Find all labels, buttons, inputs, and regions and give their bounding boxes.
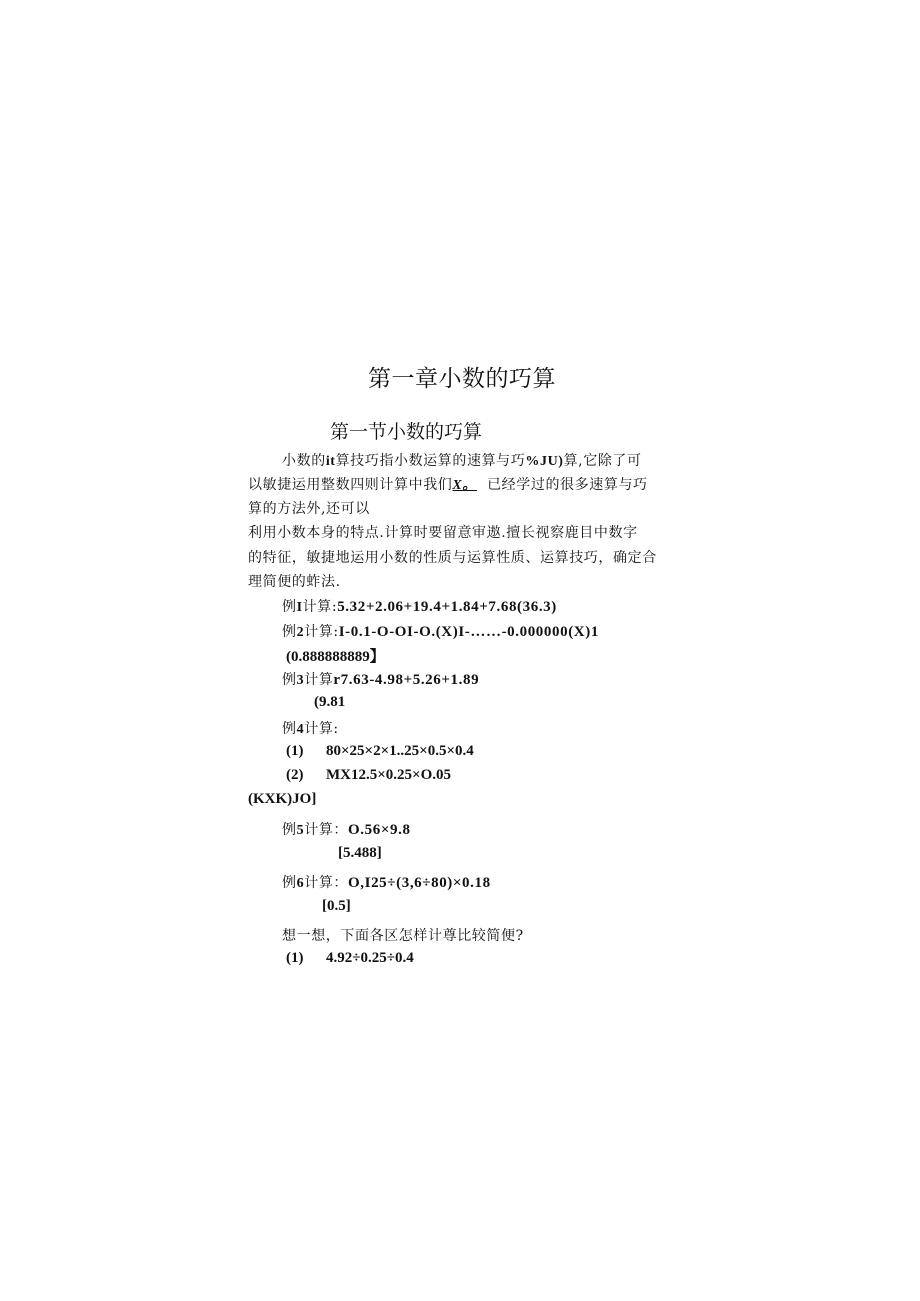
example-2-answer: (0.888888889】 <box>286 649 385 665</box>
intro-line-4: 利用小数本身的特点.计算时要留意审遨.擅长视察鹿目中数字 <box>248 525 638 541</box>
intro-line-2 <box>248 474 648 494</box>
example-label: 例 <box>282 875 297 891</box>
intro-text: 以敏捷运用整数四则计算中我们 <box>248 477 453 493</box>
example-label: 例 <box>282 672 297 688</box>
example-1 <box>282 596 557 616</box>
example-expression: 5.32+2.06+19.4+1.84+7.68(36.3) <box>337 599 557 615</box>
intro-underlined-text: X。 <box>452 478 477 493</box>
think-item-1-number: (1) <box>286 950 304 966</box>
intro-line-3: 算的方法外,还可以 <box>248 501 370 517</box>
example-4-item-1-number: (1) <box>286 743 304 759</box>
example-prompt: 计算: <box>304 721 339 737</box>
example-3-answer: (9.81 <box>314 694 346 710</box>
example-3 <box>282 669 479 689</box>
intro-line-5: 的特征，敏捷地运用小数的性质与运算性质、运算技巧，确定合 <box>248 550 657 566</box>
example-prompt: 计算: <box>302 599 338 615</box>
example-number: 2 <box>296 625 305 640</box>
think-prompt: 想一想，下面各区怎样计尊比较简便? <box>282 928 524 944</box>
example-6 <box>282 872 491 892</box>
section-title: 第一节小数的巧算 <box>330 421 483 443</box>
example-label: 例 <box>282 822 297 838</box>
intro-text: 算技巧指小数运算的速算与巧 <box>335 453 526 469</box>
example-number: 4 <box>296 722 305 737</box>
example-label: 例 <box>282 599 297 615</box>
example-prompt: 计算 <box>304 672 334 688</box>
example-number: 3 <box>296 673 305 688</box>
example-expression: r7.63-4.98+5.26+1.89 <box>333 672 480 688</box>
example-4 <box>282 718 339 738</box>
intro-line-6: 理简便的蚱法. <box>248 574 341 590</box>
intro-text: 算,它除了可 <box>563 453 642 469</box>
example-2 <box>282 621 599 641</box>
example-expression: I-0.1-O-OI-O.(X)I-……-0.000000(X)1 <box>338 624 599 640</box>
example-expression: O.56×9.8 <box>348 822 411 838</box>
example-4-answer: (KXK)JO] <box>248 791 317 807</box>
example-6-answer: [0.5] <box>322 898 351 914</box>
think-item-1-expression: 4.92÷0.25÷0.4 <box>326 950 414 966</box>
intro-text: 已经学过的很多速算与巧 <box>487 477 648 493</box>
chapter-title: 第一章小数的巧算 <box>368 366 556 392</box>
example-label: 例 <box>282 721 297 737</box>
example-prompt: 计算: <box>304 624 339 640</box>
example-4-item-2-number: (2) <box>286 767 304 783</box>
example-label: 例 <box>282 624 297 640</box>
example-number: 6 <box>296 876 305 891</box>
intro-bold-text: %JU) <box>525 454 564 469</box>
intro-text: 小数的 <box>282 453 326 469</box>
intro-bold-text: it <box>325 454 336 469</box>
example-5-answer: [5.488] <box>338 845 382 861</box>
example-5 <box>282 819 411 839</box>
example-4-item-2-expression: MX12.5×0.25×O.05 <box>326 767 452 783</box>
example-prompt: 计算： <box>304 875 349 891</box>
example-expression: O,I25÷(3,6÷80)×0.18 <box>348 875 491 891</box>
example-4-item-1-expression: 80×25×2×1..25×0.5×0.4 <box>326 743 474 759</box>
example-number: I <box>296 600 303 615</box>
example-prompt: 计算： <box>304 822 349 838</box>
example-number: 5 <box>296 823 305 838</box>
intro-line-1 <box>282 450 642 470</box>
